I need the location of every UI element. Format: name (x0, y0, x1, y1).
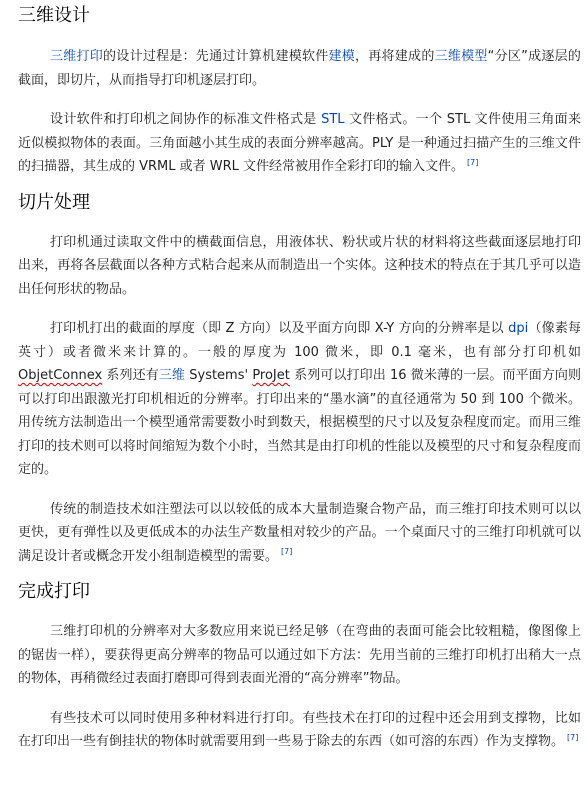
inline-link[interactable]: 建模 (328, 49, 356, 64)
paragraph (18, 707, 581, 754)
section-heading-3d-design: 三维设计 (18, 5, 90, 26)
paragraph (18, 231, 581, 302)
paragraph (18, 45, 581, 92)
paragraph-text: Systems' (185, 368, 253, 383)
spellcheck-flagged-text: ProJet (252, 368, 290, 383)
inline-link[interactable]: 三维模型 (434, 49, 488, 64)
paragraph-text: 文件格式。一个 STL 文件使用三角面来近似模拟物体的表面。三角面越小其生成的表面分辨率越高。PLY 是一种通过扫描产生的三维文件的扫描器，其生成的 VRML 或者 WRL 文件经常被用作全彩打印的输入文件。 (18, 112, 581, 174)
citation-link[interactable]: [7] (467, 157, 479, 167)
paragraph-text: 打印机打出的截面的厚度（即 Z 方向）以及平面方向即 X-Y 方向的分辨率是以 (50, 321, 509, 336)
inline-link[interactable]: 三维打印 (50, 49, 104, 64)
citation-link[interactable]: [7] (567, 732, 579, 742)
paragraph-text: 传统的制造技术如注塑法可以以较低的成本大量制造聚合物产品，而三维打印技术则可以以更快，更有弹性以及更低成本的办法生产数量相对较少的产品。一个桌面尺寸的三维打印机就可以满足设计者或概念开发小组制造模型的需要。 (18, 501, 581, 564)
paragraph-text: 系列还有 (102, 368, 159, 383)
paragraph-text: （像素每英寸）或者微米来计算的。一般的厚度为 100 微米，即 0.1 毫米，也有部分打印机如 (18, 321, 581, 360)
paragraph-text: ，再将建成的 (355, 49, 435, 64)
paragraph-text: 有些技术可以同时使用多种材料进行打印。有些技术在打印的过程中还会用到支撑物，比如在打印出一些有倒挂状的物体时就需要用到一些易于除去的东西（如可溶的东西）作为支撑物。 (18, 710, 581, 749)
paragraph (18, 498, 581, 569)
spellcheck-flagged-text: ObjetConnex (18, 368, 103, 383)
inline-link[interactable]: STL (321, 112, 345, 127)
section-heading-finishing: 完成打印 (18, 581, 90, 602)
paragraph-text: 系列可以打印出 16 微米薄的一层。而平面方向则可以打印出跟激光打印机相近的分辨率。打印出来的“墨水滴”的直径通常为 50 到 100 个微米。用传统方法制造出一个模型通常需要数小时到数天，根据模型的尺寸以及复杂程度而定。而用三维打印的技术则可以将时间缩短为数个小时，当然其是由打印机的性能以及模型的尺寸和复杂程度而定的。 (18, 368, 581, 477)
paragraph-text: “分区”成逐层的截面，即切片，从而指导打印机逐层打印。 (18, 49, 581, 88)
paragraph-text: 打印机通过读取文件中的横截面信息，用液体状、粉状或片状的材料将这些截面逐层地打印出来，再将各层截面以各种方式粘合起来从而制造出一个实体。这种技术的特点在于其几乎可以造出任何形状的物品。 (18, 234, 581, 297)
citation-link[interactable]: [7] (281, 547, 293, 557)
paragraph (18, 317, 581, 482)
paragraph (18, 620, 581, 691)
inline-link[interactable]: 三维 (158, 368, 186, 383)
paragraph-text: 三维打印机的分辨率对大多数应用来说已经足够（在弯曲的表面可能会比较粗糙，像图像上的锯齿一样），要获得更高分辨率的物品可以通过如下方法：先用当前的三维打印机打出稍大一点的物体，再稍微经过表面打磨即可得到表面光滑的“高分辨率”物品。 (18, 624, 581, 686)
paragraph-text: 的设计过程是：先通过计算机建模软件 (103, 49, 329, 64)
inline-link[interactable]: dpi (508, 321, 529, 336)
section-heading-slicing: 切片处理 (18, 191, 90, 213)
paragraph (18, 108, 581, 179)
paragraph-text: 设计软件和打印机之间协作的标准文件格式是 (50, 112, 322, 127)
